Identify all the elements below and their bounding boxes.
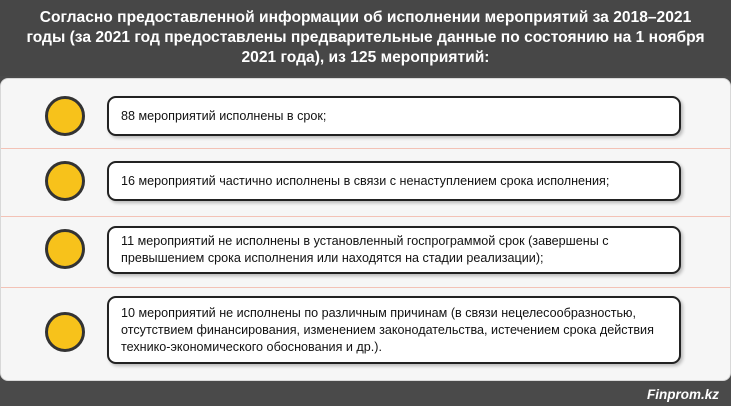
list-item-3 (107, 226, 681, 274)
divider (1, 216, 730, 217)
list-item-2 (107, 161, 681, 201)
list-item-2-text: 16 мероприятий частично исполнены в связи с ненаступлением срока исполнения; (121, 173, 610, 188)
list-item-1-text: 88 мероприятий исполнены в срок; (121, 108, 327, 123)
bullet-circle-icon (45, 96, 85, 136)
bullet-circle-icon (45, 229, 85, 269)
content-panel (0, 78, 731, 381)
list-item-1 (107, 96, 681, 136)
list-item-3-text: 11 мероприятий не исполнены в установленный госпрограммой срок (завершены с превышением срока исполнения или находятся на стадии реализации); (121, 234, 609, 265)
list-item-4-text: 10 мероприятий не исполнены по различным причинам (в связи нецелесообразностью, отсутствием финансирования, изменением законодательства, истечением срока действия технико-экономического обоснования и др.). (121, 305, 654, 354)
header-title (0, 0, 731, 76)
brand-logo-text: Finprom.kz (646, 387, 719, 402)
divider (1, 287, 730, 288)
header-title-line-3: 2021 года), из 125 мероприятий: (241, 49, 490, 66)
bullet-circle-icon (45, 161, 85, 201)
header-title-line-2: годы (за 2021 год предоставлены предварительные данные по состоянию на 1 ноября (26, 29, 705, 46)
list-item-4 (107, 296, 681, 364)
divider (1, 148, 730, 149)
header-title-line-1: Согласно предоставленной информации об исполнении мероприятий за 2018–2021 (39, 9, 692, 26)
bullet-circle-icon (45, 312, 85, 352)
